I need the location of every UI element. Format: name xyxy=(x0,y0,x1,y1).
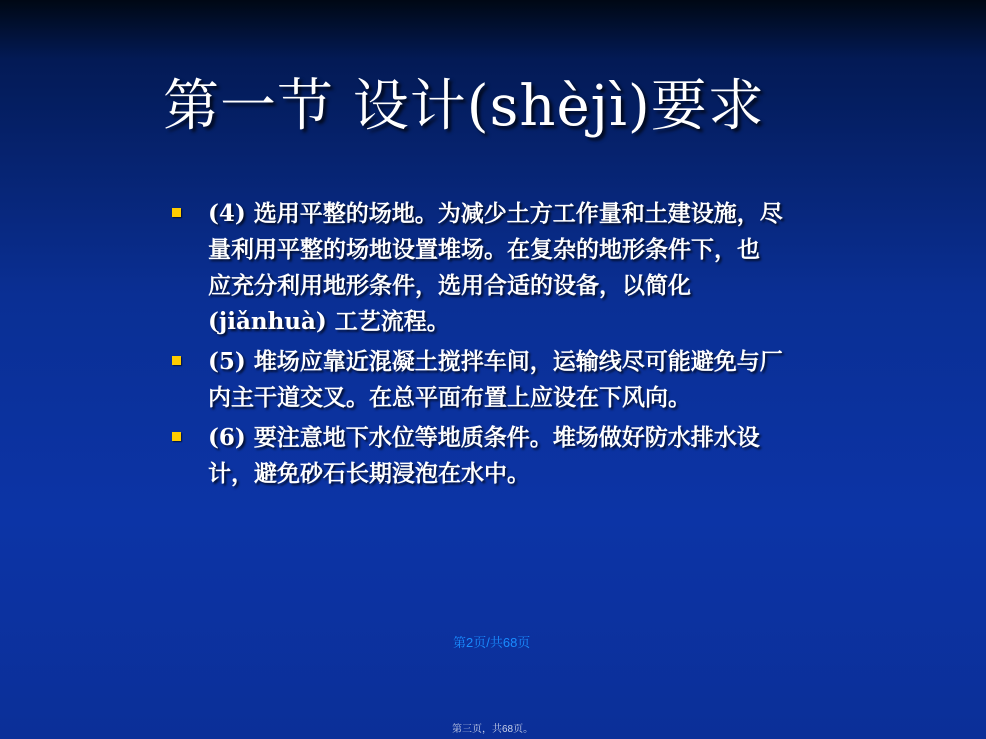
slide-title: 第一节 设计(shèjì)要求 xyxy=(163,74,765,139)
bullet-item xyxy=(170,196,820,340)
square-bullet-icon xyxy=(172,356,181,365)
bullet-line: 内主干道交叉。在总平面布置上应设在下风向。 xyxy=(208,384,691,411)
footer-note: 第三页，共68页。 xyxy=(452,724,534,735)
bullet-line: 应充分利用地形条件，选用合适的设备，以简化 xyxy=(208,272,691,299)
bullet-line: (5) 堆场应靠近混凝土搅拌车间，运输线尽可能避免与厂 xyxy=(208,348,783,375)
square-bullet-icon xyxy=(172,208,181,217)
square-bullet-icon xyxy=(172,432,181,441)
bullet-line: (jiǎnhuà) 工艺流程。 xyxy=(208,308,450,335)
bullet-list xyxy=(170,196,820,496)
bullet-item xyxy=(170,420,820,492)
bullet-item xyxy=(170,344,820,416)
page-counter: 第2页/共68页 xyxy=(453,635,531,650)
bullet-line: (4) 选用平整的场地。为减少土方工作量和土建设施，尽 xyxy=(208,200,783,227)
bullet-line: (6) 要注意地下水位等地质条件。堆场做好防水排水设 xyxy=(208,424,760,451)
bullet-line: 计，避免砂石长期浸泡在水中。 xyxy=(208,460,530,487)
bullet-line: 量利用平整的场地设置堆场。在复杂的地形条件下，也 xyxy=(208,236,760,263)
